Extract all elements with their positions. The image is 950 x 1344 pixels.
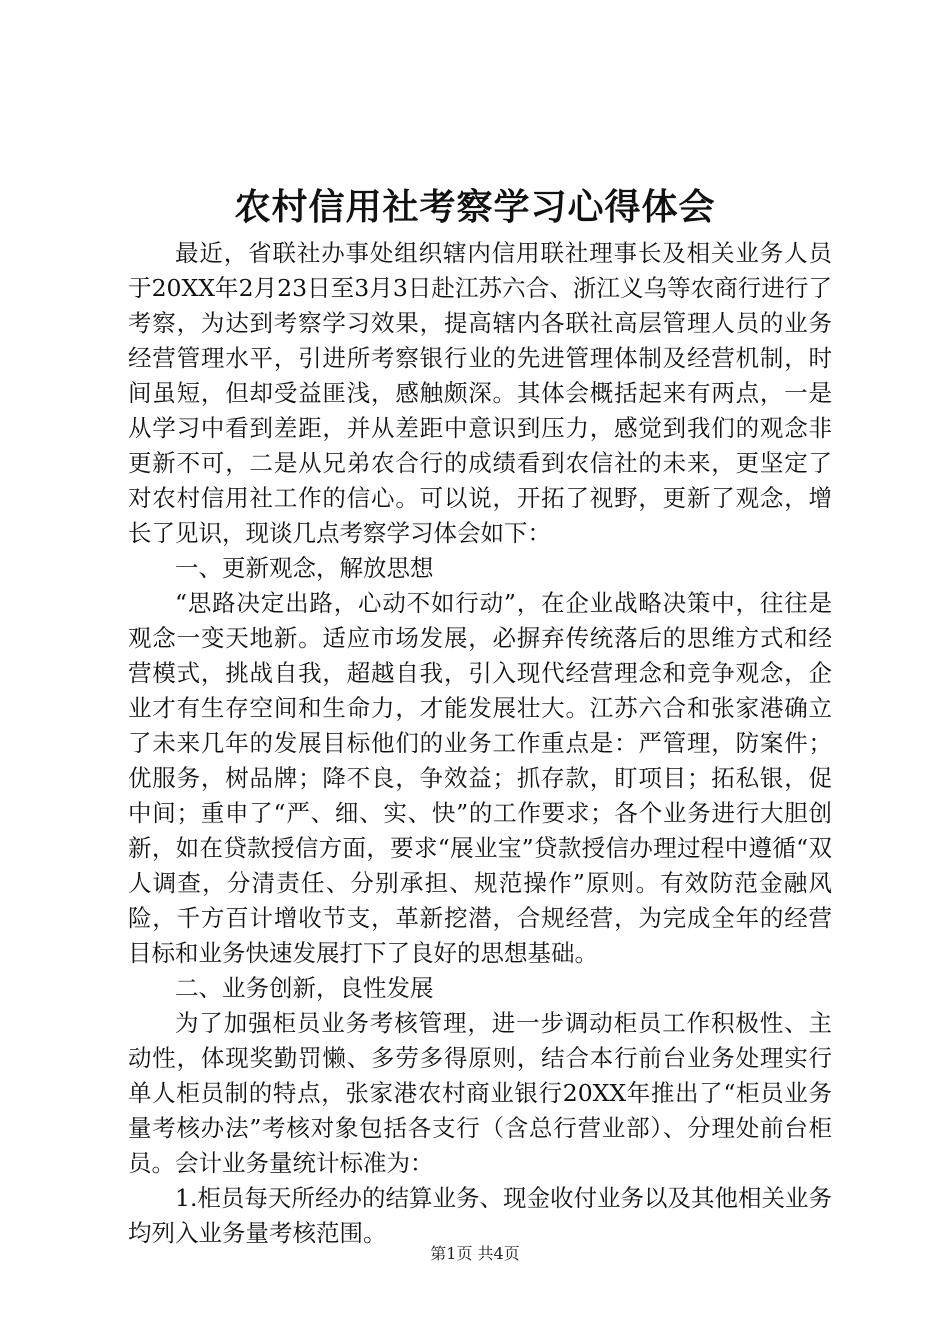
section-heading-2: 二、业务创新，良性发展 — [175, 974, 434, 1002]
section-heading-1: 一、更新观念，解放思想 — [175, 554, 434, 582]
document-title: 农村信用社考察学习心得体会 — [234, 187, 716, 228]
paragraph-section-2: 为了加强柜员业务考核管理，进一步调动柜员工作积极性、主动性，体现奖勤罚懒、多劳多得原则，结合本行前台业务处理实行单人柜员制的特点，张家港农村商业银行20XX年推出了“柜员业务量考核办法”考核对象包括各支行（含总行营业部）、分理处前台柜员。会计业务量统计标准为： — [128, 1009, 832, 1177]
document-body — [128, 236, 832, 1251]
paragraph-intro: 最近，省联社办事处组织辖内信用联社理事长及相关业务人员于20XX年2月23日至3月3日赴江苏六合、浙江义乌等农商行进行了考察，为达到考察学习效果，提高辖内各联社高层管理人员的业务经营管理水平，引进所考察银行业的先进管理体制及经营机制，时间虽短，但却受益匪浅，感触颇深。其体会概括起来有两点，一是从学习中看到差距，并从差距中意识到压力，感觉到我们的观念非更新不可，二是从兄弟农合行的成绩看到农信社的未来，更坚定了对农村信用社工作的信心。可以说，开拓了视野，更新了观念，增长了见识，现谈几点考察学习体会如下： — [128, 239, 832, 547]
paragraph-section-1: “思路决定出路，心动不如行动”，在企业战略决策中，往往是观念一变天地新。适应市场发展，必摒弃传统落后的思维方式和经营模式，挑战自我，超越自我，引入现代经营理念和竞争观念，企业才有生存空间和生命力，才能发展壮大。江苏六合和张家港确立了未来几年的发展目标他们的业务工作重点是：严管理，防案件；优服务，树品牌；降不良，争效益；抓存款，盯项目；拓私银，促中间；重申了“严、细、实、快”的工作要求；各个业务进行大胆创新，如在贷款授信方面，要求“展业宝”贷款授信办理过程中遵循“双人调查，分清责任、分别承担、规范操作”原则。有效防范金融风险，千方百计增收节支，革新挖潜，合规经营，为完成全年的经营目标和业务快速发展打下了良好的思想基础。 — [128, 589, 832, 967]
list-item-1: 1.柜员每天所经办的结算业务、现金收付业务以及其他相关业务均列入业务量考核范围。 — [128, 1184, 832, 1247]
page-number: 第1页 共4页 — [430, 1244, 520, 1263]
